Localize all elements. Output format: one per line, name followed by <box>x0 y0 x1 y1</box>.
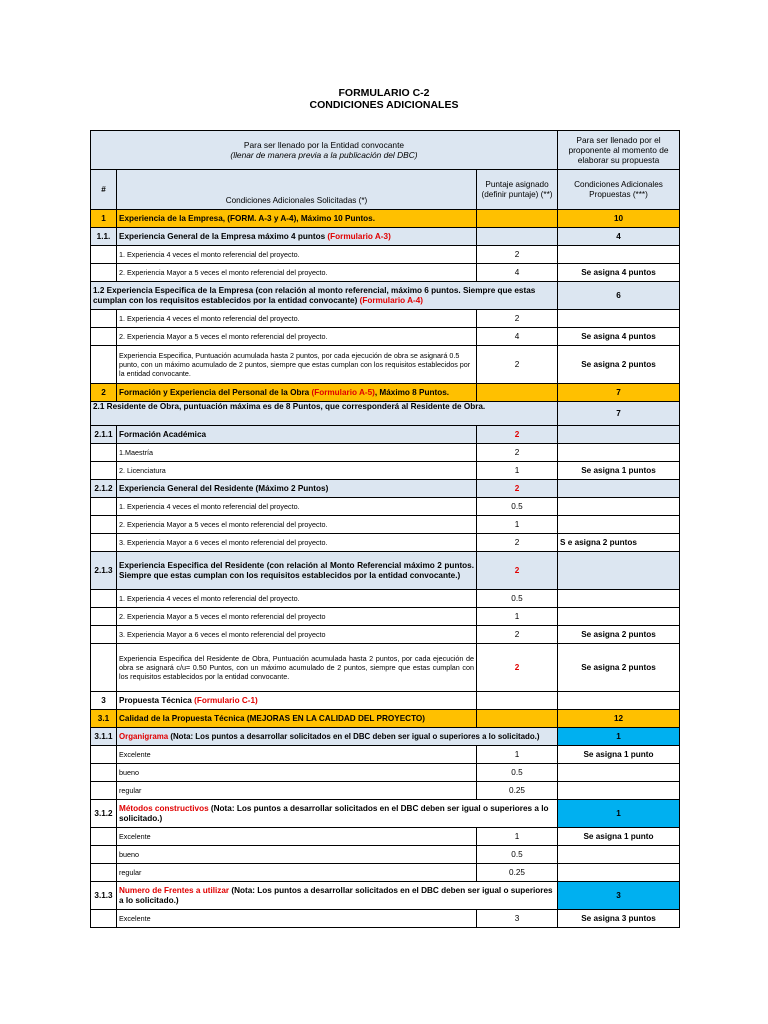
condition-text: 1. Experiencia 4 veces el monto referencial del proyecto. <box>119 250 300 259</box>
proposed-cell <box>558 498 680 516</box>
proposed-cell <box>558 480 680 498</box>
condition-text: Calidad de la Propuesta Técnica (MEJORAS EN LA CALIDAD DEL PROYECTO) <box>119 713 426 723</box>
table-row <box>91 710 680 728</box>
condition-cell <box>117 264 477 282</box>
score-cell: 0.5 <box>477 764 558 782</box>
score-cell: 2 <box>477 346 558 384</box>
table-row <box>91 910 680 928</box>
table-row <box>91 846 680 864</box>
condition-cell <box>117 608 477 626</box>
score-cell: 0.5 <box>477 498 558 516</box>
score-cell <box>477 210 558 228</box>
condition-cell <box>117 480 477 498</box>
row-number <box>91 328 117 346</box>
score-cell: 1 <box>477 462 558 480</box>
proposed-cell: Se asigna 2 puntos <box>558 346 680 384</box>
condition-cell <box>91 282 558 310</box>
proposed-cell: 1 <box>558 728 680 746</box>
score-cell: 2 <box>477 480 558 498</box>
row-number <box>91 828 117 846</box>
row-number <box>91 782 117 800</box>
row-number: 1.1. <box>91 228 117 246</box>
column-score-header: Puntaje asignado (definir puntaje) (**) <box>477 170 558 210</box>
table-row <box>91 310 680 328</box>
condition-reference: Organigrama <box>119 731 169 741</box>
score-cell: 2 <box>477 444 558 462</box>
proposed-cell <box>558 846 680 864</box>
entity-header-line1: Para ser llenado por la Entidad convocante <box>243 140 405 150</box>
condition-cell <box>117 246 477 264</box>
condition-text: 3. Experiencia Mayor a 6 veces el monto referencial del proyecto <box>119 630 326 639</box>
condition-text: Experiencia Especifica del Residente (con relación al Monto Referencial máximo 2 puntos. Siempre que estas cumplan con los requisitos establecidos por la entidad convocante.) <box>119 560 474 580</box>
score-cell: 2 <box>477 426 558 444</box>
score-cell: 0.25 <box>477 782 558 800</box>
row-number <box>91 644 117 692</box>
proposed-cell <box>558 782 680 800</box>
table-row <box>91 626 680 644</box>
condition-reference: (Formulario A-3) <box>327 231 391 241</box>
condition-text: 1. Experiencia 4 veces el monto referencial del proyecto. <box>119 594 300 603</box>
condition-text: regular <box>119 868 142 877</box>
table-row <box>91 590 680 608</box>
condition-cell <box>117 910 477 928</box>
proposed-cell: Se asigna 2 puntos <box>558 644 680 692</box>
row-number: 3.1.1 <box>91 728 117 746</box>
table-row <box>91 498 680 516</box>
score-cell: 4 <box>477 264 558 282</box>
row-number <box>91 764 117 782</box>
table-row <box>91 384 680 402</box>
condition-cell <box>117 728 558 746</box>
condition-cell <box>117 516 477 534</box>
table-row <box>91 444 680 462</box>
row-number <box>91 462 117 480</box>
proposed-cell: S e asigna 2 puntos <box>558 534 680 552</box>
proposed-cell <box>558 426 680 444</box>
table-row <box>91 746 680 764</box>
table-row <box>91 328 680 346</box>
condition-text: 2. Experiencia Mayor a 5 veces el monto referencial del proyecto <box>119 612 326 621</box>
table-row <box>91 534 680 552</box>
proposed-cell <box>558 590 680 608</box>
condition-text: bueno <box>119 768 139 777</box>
form-title: FORMULARIO C-2 <box>338 87 430 99</box>
proposed-cell <box>558 246 680 264</box>
proposed-cell: 12 <box>558 710 680 728</box>
table-row <box>91 864 680 882</box>
condition-text: Excelente <box>119 750 151 759</box>
proposed-cell <box>558 864 680 882</box>
condition-cell <box>91 402 558 426</box>
proponent-header: Para ser llenado por el proponente al momento de elaborar su propuesta <box>558 131 680 170</box>
score-cell: 1 <box>477 516 558 534</box>
score-cell <box>477 228 558 246</box>
condition-cell <box>117 462 477 480</box>
condition-text-tail: (Nota: Los puntos a desarrollar solicitados en el DBC deben ser igual o superiores a lo solicitado.) <box>119 803 549 823</box>
table-row <box>91 426 680 444</box>
entity-header <box>91 131 558 170</box>
condition-text: 2. Experiencia Mayor a 5 veces el monto referencial del proyecto. <box>119 332 328 341</box>
proposed-cell: 4 <box>558 228 680 246</box>
condition-text-tail: (Nota: Los puntos a desarrollar solicitados en el DBC deben ser igual o superiores a lo solicitado.) <box>119 885 553 905</box>
table-row <box>91 246 680 264</box>
score-cell: 0.25 <box>477 864 558 882</box>
condition-text: 1.Maestría <box>119 448 153 457</box>
condition-cell <box>117 644 477 692</box>
row-number <box>91 310 117 328</box>
condition-cell <box>117 590 477 608</box>
condition-text: 1.2 Experiencia Especifica de la Empresa (con relación al monto referencial, máximo 6 puntos. Siempre que estas cumplan con los requisitos establecidos por la entidad convocante) <box>93 285 536 305</box>
score-cell: 0.5 <box>477 846 558 864</box>
table-row <box>91 480 680 498</box>
score-cell: 2 <box>477 644 558 692</box>
condition-cell <box>117 346 477 384</box>
proposed-cell: Se asigna 2 puntos <box>558 626 680 644</box>
row-number <box>91 590 117 608</box>
condition-text: Excelente <box>119 832 151 841</box>
condition-reference: Numero de Frentes a utilizar <box>119 885 230 895</box>
condition-text-tail: , Máximo 8 Puntos. <box>374 387 450 397</box>
proposed-cell: 7 <box>558 402 680 426</box>
score-cell <box>477 384 558 402</box>
condition-cell <box>117 444 477 462</box>
condition-reference: (Formulario A-5) <box>311 387 375 397</box>
condition-cell <box>117 384 477 402</box>
condition-text: Experiencia Especifica, Puntuación acumulada hasta 2 puntos, por cada ejecución de obra se asignará 0.5 punto, con un máximo acumulado de 2 puntos, siempre que estas cumplan con los requisitos establecidos por la entidad convocante. <box>119 351 471 378</box>
row-number <box>91 516 117 534</box>
table-row <box>91 346 680 384</box>
column-number-header: # <box>91 170 117 210</box>
condition-text: 1. Experiencia 4 veces el monto referencial del proyecto. <box>119 314 300 323</box>
condition-text: 2. Experiencia Mayor a 5 veces el monto referencial del proyecto. <box>119 268 328 277</box>
condition-cell <box>117 882 558 910</box>
row-number <box>91 264 117 282</box>
proposed-cell: Se asigna 1 punto <box>558 828 680 846</box>
condition-cell <box>117 210 477 228</box>
proposed-cell: 3 <box>558 882 680 910</box>
condition-cell <box>117 692 477 710</box>
proposed-cell: 7 <box>558 384 680 402</box>
table-row <box>91 764 680 782</box>
proposed-cell: Se asigna 4 puntos <box>558 264 680 282</box>
condition-cell <box>117 626 477 644</box>
condition-cell <box>117 746 477 764</box>
condition-cell <box>117 534 477 552</box>
condition-text: bueno <box>119 850 139 859</box>
score-cell: 1 <box>477 828 558 846</box>
proposed-cell <box>558 552 680 590</box>
score-cell: 2 <box>477 310 558 328</box>
row-number: 3.1 <box>91 710 117 728</box>
row-number <box>91 498 117 516</box>
condition-reference: (Formulario A-4) <box>359 295 423 305</box>
row-number <box>91 746 117 764</box>
row-number: 3.1.3 <box>91 882 117 910</box>
condition-cell <box>117 864 477 882</box>
row-number <box>91 346 117 384</box>
row-number <box>91 246 117 264</box>
proposed-cell <box>558 608 680 626</box>
score-cell: 2 <box>477 534 558 552</box>
table-row <box>91 644 680 692</box>
condition-text: Experiencia General del Residente (Máximo 2 Puntos) <box>119 483 329 493</box>
condition-cell <box>117 800 558 828</box>
row-number: 2.1.2 <box>91 480 117 498</box>
condition-text: Experiencia General de la Empresa máximo 4 puntos <box>119 231 328 241</box>
row-number: 2 <box>91 384 117 402</box>
row-number: 3.1.2 <box>91 800 117 828</box>
score-cell: 0.5 <box>477 590 558 608</box>
table-row <box>91 782 680 800</box>
condition-cell <box>117 498 477 516</box>
table-row <box>91 608 680 626</box>
condition-cell <box>117 782 477 800</box>
condition-text: Experiencia de la Empresa, (FORM. A-3 y A-4), Máximo 10 Puntos. <box>119 213 376 223</box>
condition-cell <box>117 828 477 846</box>
proposed-cell: 6 <box>558 282 680 310</box>
table-row <box>91 402 680 426</box>
conditions-table <box>90 130 680 928</box>
condition-text: 2. Experiencia Mayor a 5 veces el monto referencial del proyecto. <box>119 520 328 529</box>
condition-text: 1. Experiencia 4 veces el monto referencial del proyecto. <box>119 502 300 511</box>
condition-text: Propuesta Técnica <box>119 695 195 705</box>
score-cell: 2 <box>477 552 558 590</box>
proposed-cell: Se asigna 1 punto <box>558 746 680 764</box>
table-row <box>91 282 680 310</box>
row-number: 2.1.1 <box>91 426 117 444</box>
score-cell: 2 <box>477 626 558 644</box>
row-number <box>91 444 117 462</box>
proposed-cell <box>558 516 680 534</box>
score-cell <box>477 710 558 728</box>
row-number: 3 <box>91 692 117 710</box>
proposed-cell: Se asigna 4 puntos <box>558 328 680 346</box>
table-row <box>91 210 680 228</box>
score-cell: 1 <box>477 608 558 626</box>
condition-text: Formación y Experiencia del Personal de la Obra <box>119 387 312 397</box>
row-number <box>91 910 117 928</box>
row-number <box>91 864 117 882</box>
condition-cell <box>117 426 477 444</box>
score-cell: 3 <box>477 910 558 928</box>
table-row <box>91 828 680 846</box>
row-number: 1 <box>91 210 117 228</box>
condition-cell <box>117 328 477 346</box>
row-number <box>91 846 117 864</box>
row-number: 2.1.3 <box>91 552 117 590</box>
condition-reference: (Formulario C-1) <box>194 695 258 705</box>
condition-cell <box>117 710 477 728</box>
proposed-cell <box>558 692 680 710</box>
condition-cell <box>117 310 477 328</box>
proposed-cell <box>558 444 680 462</box>
column-conditions-header: Condiciones Adicionales Solicitadas (*) <box>117 170 477 210</box>
condition-cell <box>117 228 477 246</box>
condition-cell <box>117 846 477 864</box>
form-subtitle: CONDICIONES ADICIONALES <box>309 99 459 111</box>
table-row <box>91 552 680 590</box>
score-cell: 1 <box>477 746 558 764</box>
proposed-cell: Se asigna 1 puntos <box>558 462 680 480</box>
proposed-cell <box>558 764 680 782</box>
score-cell: 4 <box>477 328 558 346</box>
condition-cell <box>117 764 477 782</box>
condition-text: Experiencia Especifica del Residente de Obra, Puntuación acumulada hasta 2 puntos, por cada ejecución de obra se asignará c/u= 0.50 Puntos, con un máximo acumulado de 2 puntos, siempre que estas cumplan con los requisitos establecidos por la entidad convocante. <box>119 654 474 681</box>
table-row <box>91 800 680 828</box>
column-proposed-header: Condiciones Adicionales Propuestas (***) <box>558 170 680 210</box>
table-row <box>91 462 680 480</box>
table-row <box>91 692 680 710</box>
proposed-cell: Se asigna 3 puntos <box>558 910 680 928</box>
condition-reference: Métodos constructivos <box>119 803 209 813</box>
row-number <box>91 626 117 644</box>
row-number <box>91 534 117 552</box>
table-row <box>91 882 680 910</box>
condition-text: 2.1 Residente de Obra, puntuación máxima es de 8 Puntos, que corresponderá al Residente de Obra. <box>93 402 486 411</box>
proposed-cell: 1 <box>558 800 680 828</box>
table-row <box>91 228 680 246</box>
score-cell <box>477 692 558 710</box>
proposed-cell <box>558 310 680 328</box>
condition-text: Excelente <box>119 914 151 923</box>
table-row <box>91 264 680 282</box>
table-row <box>91 516 680 534</box>
table-row <box>91 728 680 746</box>
condition-text-tail: (Nota: Los puntos a desarrollar solicitados en el DBC deben ser igual o superiores a lo solicitado.) <box>168 731 540 741</box>
condition-text: Formación Académica <box>119 429 207 439</box>
score-cell: 2 <box>477 246 558 264</box>
condition-text: 2. Licenciatura <box>119 466 166 475</box>
proposed-cell: 10 <box>558 210 680 228</box>
entity-header-line2: (llenar de manera previa a la publicación del DBC) <box>230 150 418 160</box>
condition-cell <box>117 552 477 590</box>
condition-text: regular <box>119 786 142 795</box>
condition-text: 3. Experiencia Mayor a 6 veces el monto referencial del proyecto. <box>119 538 328 547</box>
row-number <box>91 608 117 626</box>
